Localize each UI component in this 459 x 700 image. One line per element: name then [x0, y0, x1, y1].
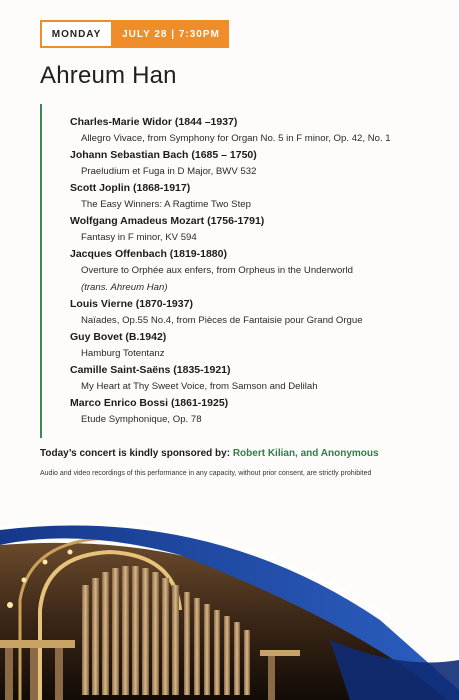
work-title: Praeludium et Fuga in D Major, BWV 532 [81, 166, 257, 177]
day-label: MONDAY [40, 20, 113, 48]
composer-name: Guy Bovet (B.1942) [70, 331, 167, 343]
date-tab [40, 20, 229, 48]
program-item [70, 146, 430, 179]
composer-name: Charles-Marie Widor (1844 –1937) [70, 116, 238, 128]
work-title: Etude Symphonique, Op. 78 [81, 414, 202, 425]
work-title: Hamburg Totentanz [81, 348, 165, 359]
program-item [70, 328, 430, 361]
work-title: Fantasy in F minor, KV 594 [81, 232, 197, 243]
program-list [42, 104, 430, 427]
program-item [70, 245, 430, 295]
composer-name: Wolfgang Amadeus Mozart (1756-1791) [70, 215, 265, 227]
date-time-label: JULY 28 | 7:30PM [113, 20, 229, 48]
program-item [70, 361, 430, 394]
composer-name: Johann Sebastian Bach (1685 – 1750) [70, 149, 257, 161]
sponsor-prefix: Today’s concert is kindly sponsored by: [40, 448, 231, 459]
composer-name: Scott Joplin (1868-1917) [70, 182, 191, 194]
composer-name: Jacques Offenbach (1819-1880) [70, 248, 227, 260]
concert-hall-photo [0, 500, 459, 700]
performer-name: Ahreum Han [40, 62, 177, 89]
composer-name: Marco Enrico Bossi (1861-1925) [70, 397, 229, 409]
work-title: Allegro Vivace, from Symphony for Organ No. 5 in F minor, Op. 42, No. 1 [81, 133, 391, 144]
program-section [40, 104, 430, 438]
work-title: Naïades, Op.55 No.4, from Pièces de Fantaisie pour Grand Orgue [81, 315, 363, 326]
sponsor-line [40, 448, 379, 459]
program-item [70, 179, 430, 212]
work-title: The Easy Winners: A Ragtime Two Step [81, 199, 251, 210]
work-title: My Heart at Thy Sweet Voice, from Samson and Delilah [81, 381, 318, 392]
composer-name: Camille Saint-Saëns (1835-1921) [70, 364, 231, 376]
program-item [70, 394, 430, 427]
work-title: Overture to Orphée aux enfers, from Orpheus in the Underworld [81, 265, 353, 276]
program-item [70, 295, 430, 328]
program-item [70, 212, 430, 245]
recording-disclaimer: Audio and video recordings of this performance in any capacity, without prior consent, are strictly prohibited [40, 470, 372, 477]
sponsor-names: Robert Kilian, and Anonymous [232, 448, 379, 459]
composer-name: Louis Vierne (1870-1937) [70, 298, 193, 310]
program-item [70, 113, 430, 146]
transcription-note: (trans. Ahreum Han) [81, 282, 168, 293]
